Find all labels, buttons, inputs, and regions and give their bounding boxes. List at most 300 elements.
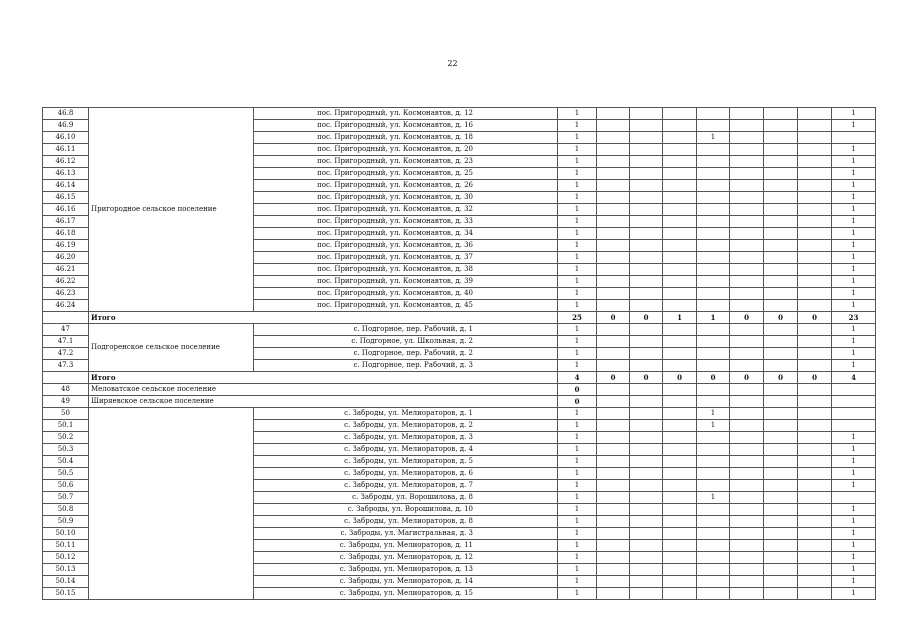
value-cell: [764, 180, 798, 192]
value-cell: [630, 144, 663, 156]
value-cell: [630, 168, 663, 180]
value-cell: [730, 180, 764, 192]
value-cell: [764, 396, 798, 408]
value-cell: [630, 540, 663, 552]
value-cell: 1: [558, 180, 597, 192]
value-cell: [597, 540, 630, 552]
row-id: 49: [43, 396, 89, 408]
value-cell: [730, 408, 764, 420]
value-cell: 1: [558, 432, 597, 444]
value-cell: [697, 300, 730, 312]
row-id: 46.17: [43, 216, 89, 228]
value-cell: [630, 336, 663, 348]
value-cell: [697, 156, 730, 168]
value-cell: [697, 360, 730, 372]
value-cell: [764, 576, 798, 588]
value-cell: 1: [832, 468, 876, 480]
row-id: 46.12: [43, 156, 89, 168]
value-cell: [663, 228, 697, 240]
value-cell: [798, 252, 832, 264]
address: с. Заброды, ул. Мелиораторов, д. 13: [254, 564, 558, 576]
value-cell: [630, 240, 663, 252]
value-cell: 1: [558, 468, 597, 480]
value-cell: [663, 456, 697, 468]
value-cell: [730, 336, 764, 348]
value-cell: [798, 468, 832, 480]
value-cell: [730, 144, 764, 156]
value-cell: [597, 324, 630, 336]
value-cell: [697, 384, 730, 396]
value-cell: 0: [630, 372, 663, 384]
value-cell: [697, 216, 730, 228]
address: с. Заброды, ул. Мелиораторов, д. 1: [254, 408, 558, 420]
value-cell: [597, 144, 630, 156]
value-cell: [730, 480, 764, 492]
value-cell: [663, 444, 697, 456]
value-cell: [597, 120, 630, 132]
value-cell: [764, 132, 798, 144]
value-cell: [630, 288, 663, 300]
value-cell: [630, 468, 663, 480]
value-cell: [798, 168, 832, 180]
value-cell: 1: [832, 564, 876, 576]
value-cell: 0: [730, 312, 764, 324]
value-cell: [597, 420, 630, 432]
value-cell: [597, 504, 630, 516]
value-cell: [798, 564, 832, 576]
value-cell: [764, 528, 798, 540]
address: с. Подгорное, пер. Рабочий, д. 1: [254, 324, 558, 336]
value-cell: [630, 360, 663, 372]
address: пос. Пригородный, ул. Космонавтов, д. 36: [254, 240, 558, 252]
value-cell: [697, 564, 730, 576]
value-cell: [630, 276, 663, 288]
value-cell: [764, 588, 798, 600]
value-cell: [798, 504, 832, 516]
total-row: [43, 312, 876, 324]
value-cell: 1: [832, 120, 876, 132]
value-cell: [798, 180, 832, 192]
value-cell: 1: [697, 132, 730, 144]
value-cell: [697, 168, 730, 180]
value-cell: 1: [832, 252, 876, 264]
table-row: [43, 384, 876, 396]
value-cell: [663, 336, 697, 348]
value-cell: 1: [832, 456, 876, 468]
address: пос. Пригородный, ул. Космонавтов, д. 37: [254, 252, 558, 264]
value-cell: 0: [558, 384, 597, 396]
value-cell: 1: [558, 108, 597, 120]
value-cell: 1: [558, 408, 597, 420]
value-cell: [663, 420, 697, 432]
value-cell: [597, 180, 630, 192]
value-cell: [697, 180, 730, 192]
value-cell: [597, 480, 630, 492]
value-cell: [764, 348, 798, 360]
value-cell: [764, 540, 798, 552]
value-cell: [798, 480, 832, 492]
value-cell: 1: [558, 276, 597, 288]
value-cell: 1: [832, 204, 876, 216]
value-cell: 1: [558, 264, 597, 276]
row-id: 46.20: [43, 252, 89, 264]
value-cell: [697, 516, 730, 528]
value-cell: [663, 276, 697, 288]
row-id: 46.11: [43, 144, 89, 156]
value-cell: [832, 384, 876, 396]
value-cell: [597, 564, 630, 576]
value-cell: [597, 216, 630, 228]
value-cell: 1: [832, 360, 876, 372]
value-cell: [764, 384, 798, 396]
value-cell: [597, 360, 630, 372]
value-cell: [730, 456, 764, 468]
value-cell: [730, 120, 764, 132]
value-cell: [730, 288, 764, 300]
value-cell: [730, 420, 764, 432]
value-cell: [730, 192, 764, 204]
value-cell: [663, 588, 697, 600]
municipality-name: Ширяевское сельское поселение: [89, 396, 558, 408]
value-cell: 1: [558, 528, 597, 540]
value-cell: 0: [764, 372, 798, 384]
address: с. Заброды, ул. Мелиораторов, д. 14: [254, 576, 558, 588]
value-cell: [764, 456, 798, 468]
row-id: 50.5: [43, 468, 89, 480]
value-cell: 1: [558, 552, 597, 564]
value-cell: [764, 420, 798, 432]
value-cell: [630, 384, 663, 396]
row-id: 46.14: [43, 180, 89, 192]
value-cell: [663, 528, 697, 540]
row-id: 50.1: [43, 420, 89, 432]
value-cell: [663, 120, 697, 132]
value-cell: [630, 528, 663, 540]
value-cell: [630, 504, 663, 516]
address: с. Заброды, ул. Мелиораторов, д. 8: [254, 516, 558, 528]
value-cell: [630, 576, 663, 588]
value-cell: 1: [832, 228, 876, 240]
value-cell: [764, 468, 798, 480]
value-cell: [663, 168, 697, 180]
value-cell: [597, 432, 630, 444]
value-cell: [730, 300, 764, 312]
value-cell: 1: [558, 456, 597, 468]
address: пос. Пригородный, ул. Космонавтов, д. 20: [254, 144, 558, 156]
value-cell: 1: [697, 408, 730, 420]
value-cell: [697, 108, 730, 120]
address: пос. Пригородный, ул. Космонавтов, д. 18: [254, 132, 558, 144]
value-cell: 1: [558, 216, 597, 228]
value-cell: [663, 576, 697, 588]
value-cell: 0: [697, 372, 730, 384]
municipality-name: Меловатское сельское поселение: [89, 384, 558, 396]
value-cell: 0: [558, 396, 597, 408]
value-cell: [597, 240, 630, 252]
value-cell: [730, 204, 764, 216]
value-cell: [697, 324, 730, 336]
value-cell: [697, 480, 730, 492]
value-cell: [697, 540, 730, 552]
value-cell: 1: [558, 300, 597, 312]
value-cell: [697, 144, 730, 156]
row-id: 50.6: [43, 480, 89, 492]
municipality-name: Пригородное сельское поселение: [89, 108, 254, 312]
value-cell: [630, 120, 663, 132]
value-cell: 1: [832, 444, 876, 456]
value-cell: [798, 348, 832, 360]
value-cell: [798, 264, 832, 276]
value-cell: [697, 456, 730, 468]
value-cell: [798, 588, 832, 600]
value-cell: [697, 120, 730, 132]
value-cell: [798, 528, 832, 540]
row-id: 46.13: [43, 168, 89, 180]
value-cell: [798, 516, 832, 528]
address: с. Заброды, ул. Мелиораторов, д. 5: [254, 456, 558, 468]
value-cell: [798, 432, 832, 444]
value-cell: 1: [663, 312, 697, 324]
value-cell: [764, 228, 798, 240]
address: пос. Пригородный, ул. Космонавтов, д. 45: [254, 300, 558, 312]
row-id: 46.22: [43, 276, 89, 288]
value-cell: [798, 300, 832, 312]
value-cell: 0: [798, 372, 832, 384]
value-cell: [630, 432, 663, 444]
value-cell: [630, 228, 663, 240]
address: с. Заброды, ул. Магистральная, д. 3: [254, 528, 558, 540]
value-cell: [630, 204, 663, 216]
value-cell: [597, 588, 630, 600]
value-cell: 1: [558, 564, 597, 576]
row-id: 50.3: [43, 444, 89, 456]
value-cell: [630, 444, 663, 456]
value-cell: [663, 480, 697, 492]
value-cell: [630, 408, 663, 420]
value-cell: [832, 492, 876, 504]
total-row: [43, 372, 876, 384]
value-cell: 1: [697, 420, 730, 432]
value-cell: [730, 540, 764, 552]
address: с. Заброды, ул. Мелиораторов, д. 11: [254, 540, 558, 552]
value-cell: [764, 216, 798, 228]
value-cell: [798, 420, 832, 432]
value-cell: [798, 156, 832, 168]
value-cell: [730, 216, 764, 228]
value-cell: [832, 420, 876, 432]
value-cell: [597, 528, 630, 540]
address: пос. Пригородный, ул. Космонавтов, д. 39: [254, 276, 558, 288]
row-id: 46.19: [43, 240, 89, 252]
value-cell: [663, 504, 697, 516]
value-cell: [798, 144, 832, 156]
value-cell: [697, 468, 730, 480]
value-cell: 1: [558, 120, 597, 132]
value-cell: [798, 228, 832, 240]
value-cell: [798, 276, 832, 288]
value-cell: [663, 156, 697, 168]
value-cell: 0: [798, 312, 832, 324]
value-cell: [764, 432, 798, 444]
value-cell: [597, 108, 630, 120]
address: пос. Пригородный, ул. Космонавтов, д. 32: [254, 204, 558, 216]
value-cell: [630, 180, 663, 192]
row-id: 50.9: [43, 516, 89, 528]
value-cell: 1: [558, 504, 597, 516]
value-cell: [663, 432, 697, 444]
address: пос. Пригородный, ул. Космонавтов, д. 33: [254, 216, 558, 228]
value-cell: [663, 204, 697, 216]
value-cell: 1: [832, 168, 876, 180]
value-cell: [764, 276, 798, 288]
value-cell: 1: [697, 312, 730, 324]
value-cell: [764, 552, 798, 564]
value-cell: [630, 216, 663, 228]
value-cell: [630, 480, 663, 492]
value-cell: [630, 588, 663, 600]
value-cell: [697, 276, 730, 288]
value-cell: 1: [832, 336, 876, 348]
value-cell: [630, 192, 663, 204]
value-cell: [597, 288, 630, 300]
value-cell: 1: [832, 216, 876, 228]
value-cell: [730, 396, 764, 408]
value-cell: 1: [832, 180, 876, 192]
value-cell: 4: [558, 372, 597, 384]
value-cell: [730, 444, 764, 456]
value-cell: [597, 132, 630, 144]
value-cell: [663, 552, 697, 564]
value-cell: [630, 300, 663, 312]
value-cell: [764, 252, 798, 264]
table-row: [43, 324, 876, 336]
value-cell: [663, 492, 697, 504]
value-cell: [697, 228, 730, 240]
value-cell: [730, 492, 764, 504]
value-cell: [764, 288, 798, 300]
value-cell: [597, 492, 630, 504]
address: пос. Пригородный, ул. Космонавтов, д. 40: [254, 288, 558, 300]
address: с. Заброды, ул. Ворошилова, д. 10: [254, 504, 558, 516]
value-cell: [798, 540, 832, 552]
value-cell: [663, 324, 697, 336]
value-cell: [663, 300, 697, 312]
value-cell: [597, 252, 630, 264]
value-cell: 0: [764, 312, 798, 324]
value-cell: [730, 504, 764, 516]
value-cell: 1: [832, 300, 876, 312]
value-cell: [730, 240, 764, 252]
value-cell: 1: [558, 516, 597, 528]
value-cell: 0: [630, 312, 663, 324]
value-cell: [798, 552, 832, 564]
value-cell: [597, 228, 630, 240]
address: с. Заброды, ул. Мелиораторов, д. 12: [254, 552, 558, 564]
value-cell: 1: [558, 444, 597, 456]
value-cell: [663, 288, 697, 300]
value-cell: [663, 144, 697, 156]
value-cell: [764, 144, 798, 156]
row-id: 46.21: [43, 264, 89, 276]
blank-cell: [43, 372, 89, 384]
value-cell: [630, 108, 663, 120]
value-cell: 1: [558, 324, 597, 336]
value-cell: [764, 240, 798, 252]
value-cell: [798, 408, 832, 420]
value-cell: [697, 288, 730, 300]
row-id: 46.15: [43, 192, 89, 204]
value-cell: [597, 168, 630, 180]
value-cell: [663, 132, 697, 144]
address: пос. Пригородный, ул. Космонавтов, д. 12: [254, 108, 558, 120]
row-id: 48: [43, 384, 89, 396]
value-cell: [597, 408, 630, 420]
value-cell: [730, 564, 764, 576]
value-cell: [630, 264, 663, 276]
value-cell: 1: [558, 360, 597, 372]
value-cell: [798, 192, 832, 204]
value-cell: [764, 324, 798, 336]
value-cell: [630, 516, 663, 528]
row-id: 50.4: [43, 456, 89, 468]
value-cell: [730, 132, 764, 144]
value-cell: [597, 396, 630, 408]
value-cell: [630, 552, 663, 564]
value-cell: [663, 216, 697, 228]
value-cell: [663, 360, 697, 372]
value-cell: [764, 480, 798, 492]
address: с. Заброды, ул. Мелиораторов, д. 6: [254, 468, 558, 480]
value-cell: 1: [832, 480, 876, 492]
value-cell: [630, 156, 663, 168]
address: с. Заброды, ул. Мелиораторов, д. 7: [254, 480, 558, 492]
row-id: 50.11: [43, 540, 89, 552]
row-id: 46.10: [43, 132, 89, 144]
table-body: [43, 108, 876, 600]
value-cell: 1: [558, 336, 597, 348]
address: с. Заброды, ул. Ворошилова, д. 8: [254, 492, 558, 504]
value-cell: [730, 348, 764, 360]
value-cell: [697, 192, 730, 204]
value-cell: [798, 576, 832, 588]
value-cell: [597, 264, 630, 276]
value-cell: [663, 540, 697, 552]
value-cell: [764, 120, 798, 132]
address: пос. Пригородный, ул. Космонавтов, д. 38: [254, 264, 558, 276]
value-cell: 0: [597, 372, 630, 384]
row-id: 50: [43, 408, 89, 420]
value-cell: 1: [558, 228, 597, 240]
value-cell: [798, 120, 832, 132]
address: пос. Пригородный, ул. Космонавтов, д. 34: [254, 228, 558, 240]
value-cell: [597, 204, 630, 216]
row-id: 50.10: [43, 528, 89, 540]
value-cell: [630, 564, 663, 576]
value-cell: [597, 156, 630, 168]
value-cell: [730, 432, 764, 444]
value-cell: [798, 288, 832, 300]
value-cell: [697, 504, 730, 516]
row-id: 47.3: [43, 360, 89, 372]
value-cell: 1: [832, 288, 876, 300]
value-cell: 0: [730, 372, 764, 384]
value-cell: [630, 252, 663, 264]
value-cell: [832, 408, 876, 420]
value-cell: [663, 516, 697, 528]
municipality-name: Подгоренское сельское поселение: [89, 324, 254, 372]
value-cell: [798, 108, 832, 120]
row-id: 50.13: [43, 564, 89, 576]
